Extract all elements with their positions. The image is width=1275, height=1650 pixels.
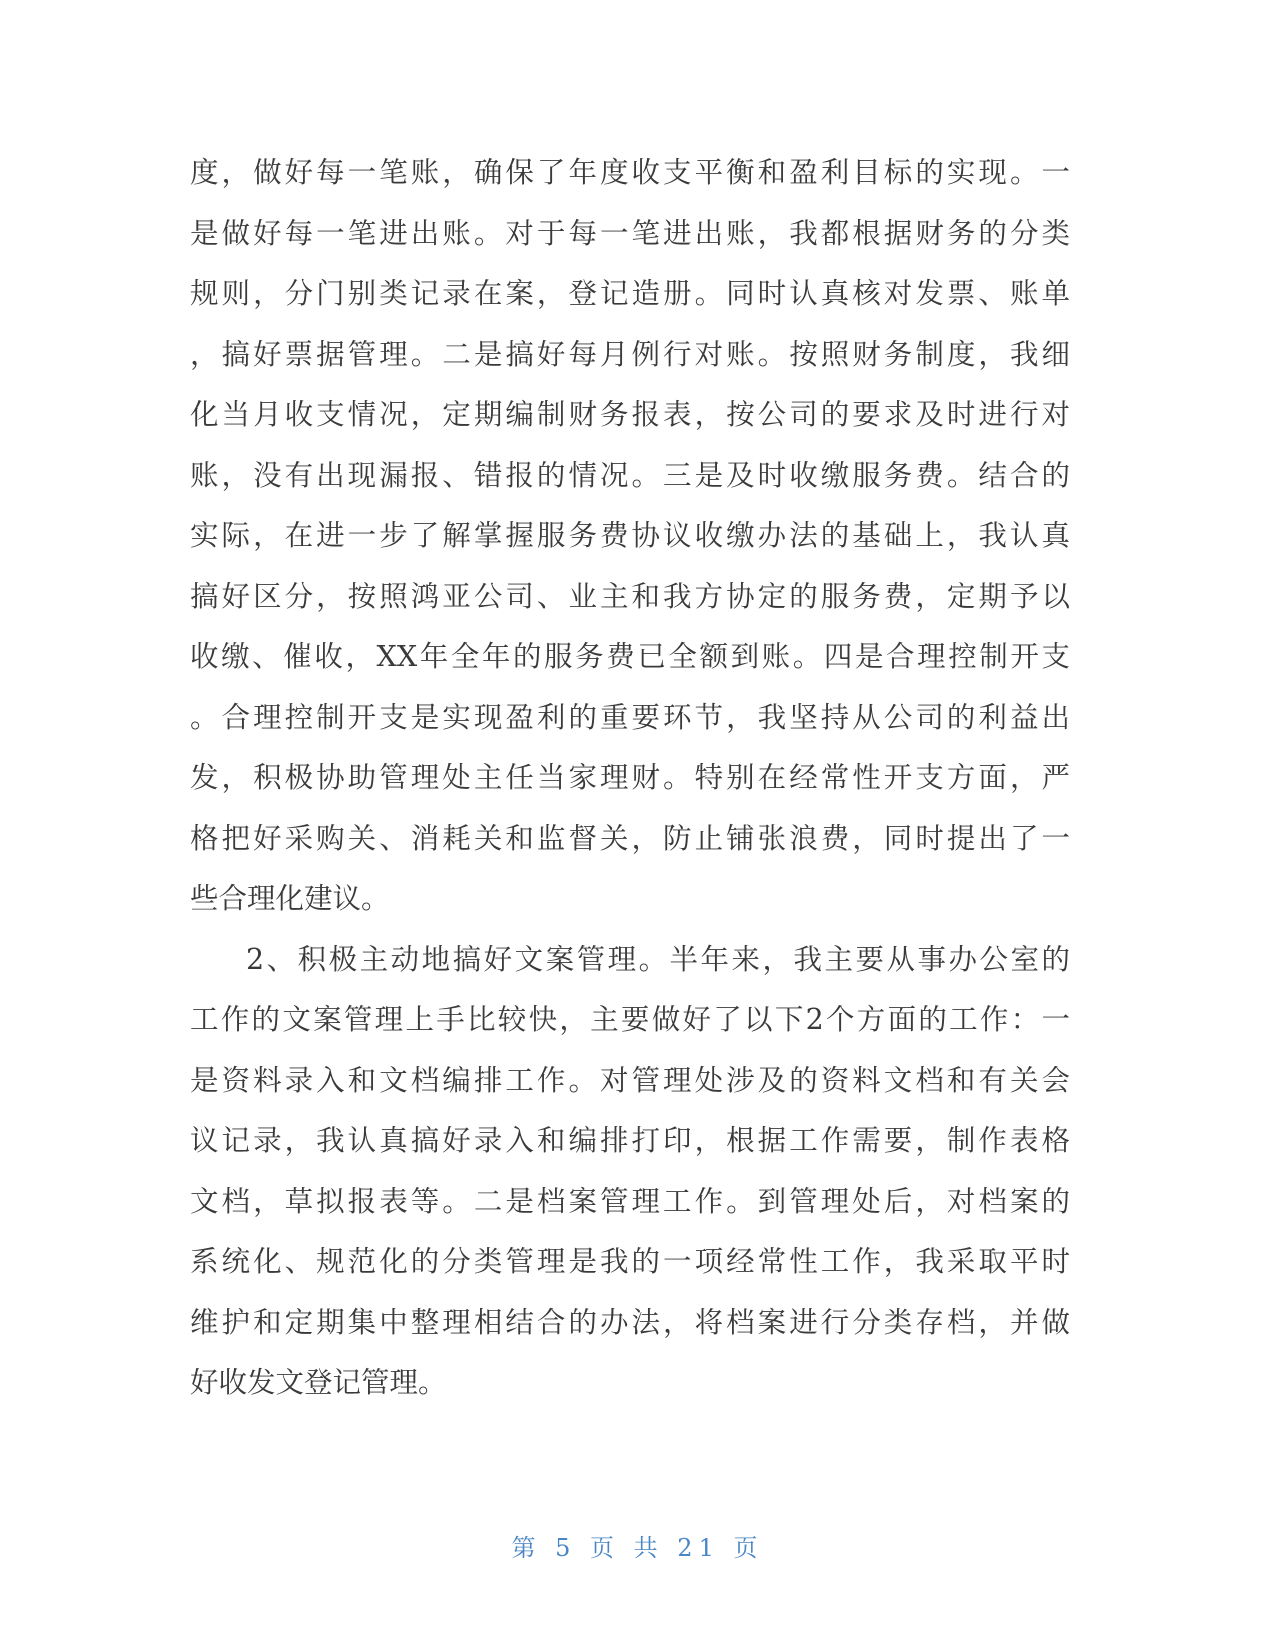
paragraph-line: 规则，分门别类记录在案，登记造册。同时认真核对发票、账单 xyxy=(190,277,1070,310)
paragraph-line: 2、积极主动地搞好文案管理。半年来，我主要从事办公室的 xyxy=(246,942,1070,976)
paragraph-line: 搞好区分，按照鸿亚公司、业主和我方协定的服务费，定期予以 xyxy=(190,579,1070,613)
paragraph-line: 度，做好每一笔账，确保了年度收支平衡和盈利目标的实现。一 xyxy=(190,156,1070,189)
paragraph-line: 格把好采购关、消耗关和监督关，防止铺张浪费，同时提出了一 xyxy=(190,821,1070,855)
paragraph-line: 好收发文登记管理。 xyxy=(190,1366,447,1399)
paragraph-line: 实际，在进一步了解掌握服务费协议收缴办法的基础上，我认真 xyxy=(190,519,1070,552)
paragraph-line: 是资料录入和文档编排工作。对管理处涉及的资料文档和有关会 xyxy=(190,1063,1070,1097)
paragraph-line: 收缴、催收，XX年全年的服务费已全额到账。四是合理控制开支 xyxy=(190,640,1070,673)
paragraph-line: 系统化、规范化的分类管理是我的一项经常性工作，我采取平时 xyxy=(190,1245,1070,1278)
paragraph-line: 文档，草拟报表等。二是档案管理工作。到管理处后，对档案的 xyxy=(190,1184,1070,1218)
paragraph-line: 是做好每一笔进出账。对于每一笔进出账，我都根据财务的分类 xyxy=(190,216,1070,250)
paragraph-line: 。合理控制开支是实现盈利的重要环节，我坚持从公司的利益出 xyxy=(190,700,1070,734)
paragraph-line: ，搞好票据管理。二是搞好每月例行对账。按照财务制度，我细 xyxy=(190,337,1070,371)
document-body xyxy=(190,143,1070,1414)
page-number-footer: 第 5 页 共 21 页 xyxy=(511,1534,764,1562)
paragraph-line: 议记录，我认真搞好录入和编排打印，根据工作需要，制作表格 xyxy=(190,1124,1070,1157)
paragraph-line: 工作的文案管理上手比较快，主要做好了以下2个方面的工作：一 xyxy=(190,1003,1070,1036)
paragraph-line: 化当月收支情况，定期编制财务报表，按公司的要求及时进行对 xyxy=(190,398,1070,431)
paragraph-1 xyxy=(190,143,1070,930)
paragraph-line: 维护和定期集中整理相结合的办法，将档案进行分类存档，并做 xyxy=(190,1305,1070,1339)
paragraph-2 xyxy=(190,930,1070,1414)
paragraph-line: 账，没有出现漏报、错报的情况。三是及时收缴服务费。结合的 xyxy=(190,458,1070,492)
paragraph-line: 发，积极协助管理处主任当家理财。特别在经常性开支方面，严 xyxy=(190,761,1070,794)
paragraph-line: 些合理化建议。 xyxy=(190,882,390,915)
